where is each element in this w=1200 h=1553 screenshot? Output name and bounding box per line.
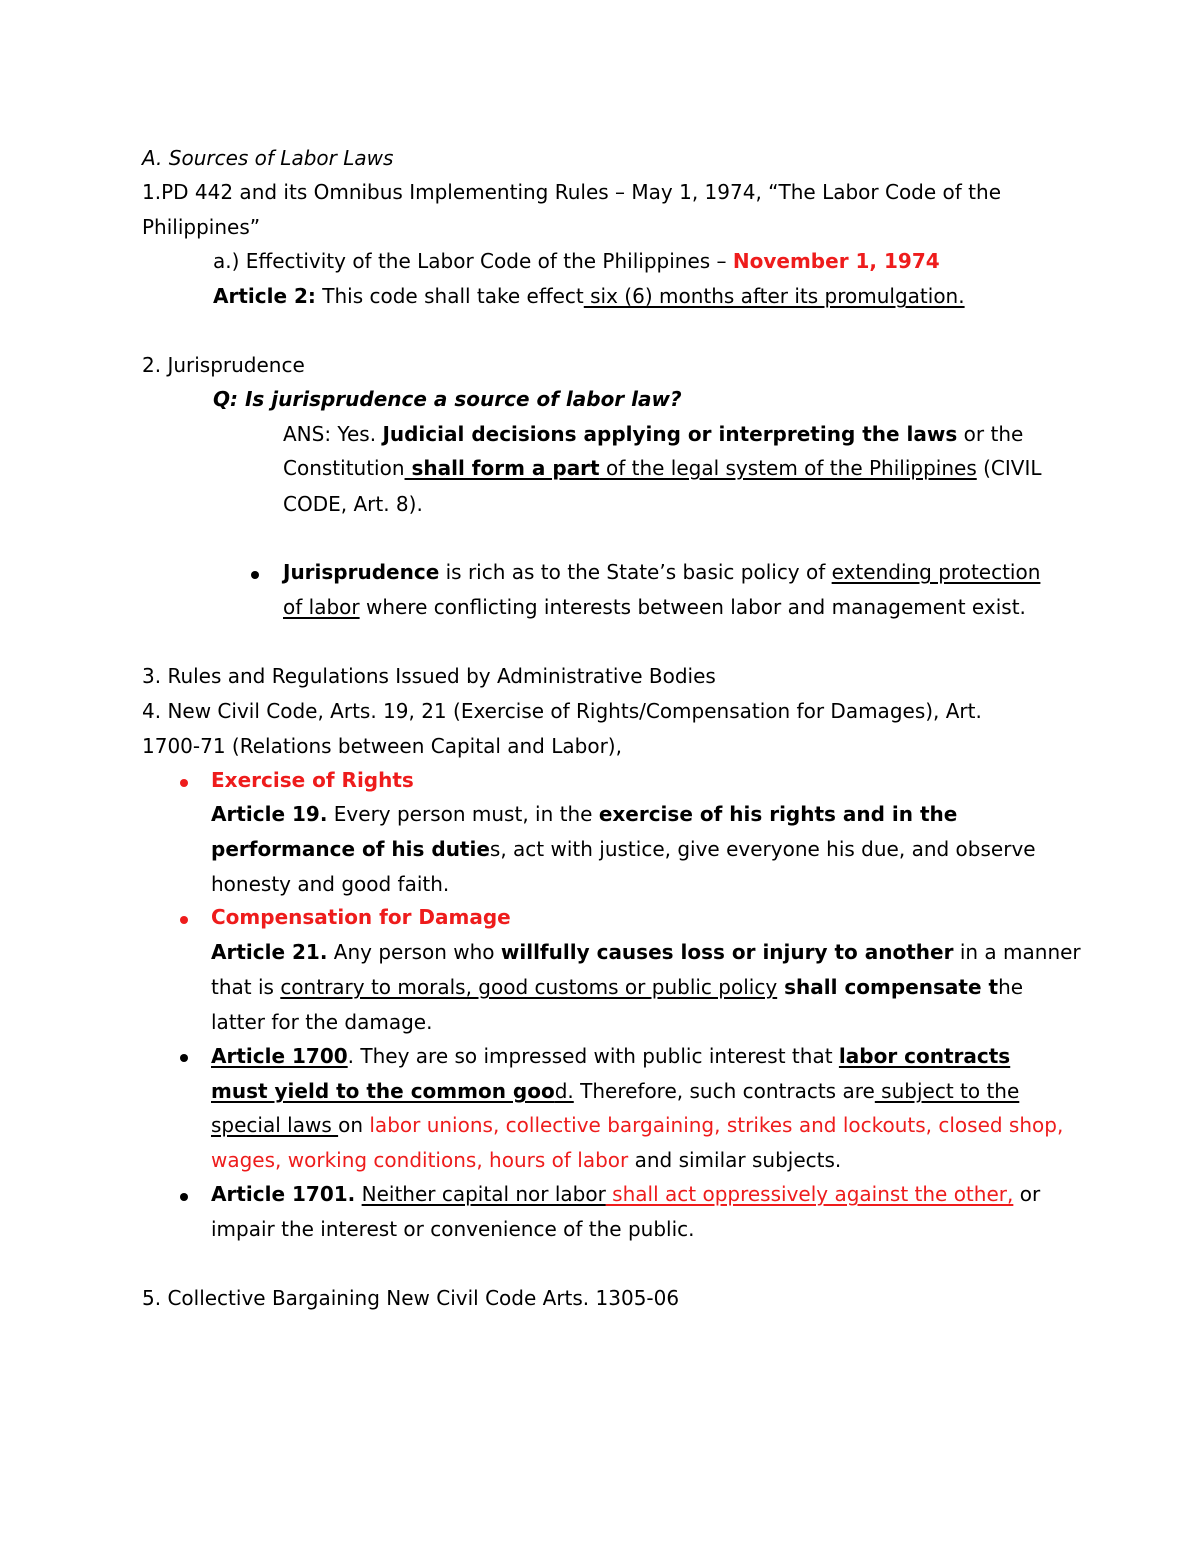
article-1700-text-2: Therefore, such contracts are (573, 1079, 875, 1103)
source-5-title: 5. Collective Bargaining New Civil Code Arts. 1305-06 (142, 1286, 680, 1310)
article-1700-line-4 (211, 1145, 841, 1175)
bullet-icon (180, 1054, 188, 1062)
article-2-line (213, 281, 965, 311)
article-21-text-2: in a manner (953, 940, 1081, 964)
article-1700-label: Article 1700 (211, 1044, 348, 1068)
effectivity-line (213, 246, 940, 276)
article-1700-text-3: on (338, 1113, 370, 1137)
article-2-text: This code shall take effect (315, 284, 584, 308)
article-1700-bold-1: labor contracts (838, 1044, 1011, 1068)
jurisprudence-question: Q: Is jurisprudence a source of labor law? (213, 387, 682, 411)
article-19-bold-2: performance of his dutie (211, 837, 490, 861)
compensation-for-damage-title: Compensation for Damage (211, 905, 511, 929)
article-21-line-3: latter for the damage. (211, 1010, 433, 1034)
jurisprudence-bold: Jurisprudence (283, 560, 440, 584)
exercise-of-rights-title: Exercise of Rights (211, 768, 414, 792)
bullet-icon (180, 916, 188, 924)
bullet-icon (180, 1193, 188, 1201)
article-1701-red-underline: shall act oppressively against the other, (605, 1182, 1014, 1206)
article-21-text-4: he (998, 975, 1024, 999)
answer-prefix: ANS: Yes. (283, 422, 383, 446)
answer-line-2 (283, 453, 1042, 483)
article-2-underline: six (6) months after its promulgation. (583, 284, 965, 308)
article-1701-line-2: impair the interest or convenience of the public. (211, 1217, 695, 1241)
article-1700-text-4: and similar subjects. (628, 1148, 842, 1172)
source-2-title: 2. Jurisprudence (142, 353, 305, 377)
section-heading: A. Sources of Labor Laws (142, 146, 394, 170)
answer-bold: Judicial decisions applying or interpreting the laws (382, 422, 958, 446)
article-21-line-1 (211, 937, 1081, 967)
article-21-text-3: that is (211, 975, 281, 999)
article-21-bold-1: willfully causes loss or injury to another (500, 940, 954, 964)
answer-line-3: CODE, Art. 8). (283, 492, 423, 516)
source-1-line-1: 1.PD 442 and its Omnibus Implementing Rules – May 1, 1974, “The Labor Code of the (142, 180, 1001, 204)
jurisprudence-rest: where conflicting interests between labor and management exist. (359, 595, 1026, 619)
jurisprudence-text: is rich as to the State’s basic policy of (439, 560, 832, 584)
article-1700-line-1 (211, 1041, 1010, 1071)
jurisprudence-bullet-line-2 (283, 592, 1026, 622)
article-19-line-1 (211, 799, 957, 829)
article-1700-bold-2: must yield to the common goo (211, 1079, 555, 1103)
source-3-title: 3. Rules and Regulations Issued by Administrative Bodies (142, 664, 716, 688)
answer-civil: (CIVIL (976, 456, 1042, 480)
answer-constitution: Constitution (283, 456, 405, 480)
article-1700-line-2 (211, 1076, 1019, 1106)
article-1700-underline-1: d. (554, 1079, 574, 1103)
answer-line-1 (283, 419, 1023, 449)
article-21-line-2 (211, 972, 1023, 1002)
answer-rest: or the (957, 422, 1024, 446)
article-19-line-2 (211, 834, 1036, 864)
source-4-line-1: 4. New Civil Code, Arts. 19, 21 (Exercise of Rights/Compensation for Damages), Art. (142, 699, 982, 723)
article-21-bold-2: shall compensate t (777, 975, 999, 999)
article-1700-red-1: labor unions, collective bargaining, strikes and lockouts, closed shop, (369, 1113, 1064, 1137)
answer-legal-system: of the legal system of the Philippines (599, 456, 977, 480)
effectivity-date: November 1, 1974 (732, 249, 940, 273)
article-1700-red-2: wages, working conditions, hours of labor (211, 1148, 629, 1172)
bullet-icon (180, 779, 188, 787)
article-1701-text-1: or (1013, 1182, 1041, 1206)
article-1701-line-1 (211, 1179, 1040, 1209)
jurisprudence-bullet-line-1 (283, 557, 1040, 587)
bullet-icon (251, 571, 259, 579)
answer-shall-form: shall form a part (404, 456, 600, 480)
article-19-label: Article 19. (211, 802, 328, 826)
source-4-line-2: 1700-71 (Relations between Capital and Labor), (142, 734, 622, 758)
article-19-bold-1: exercise of his rights and in the (598, 802, 958, 826)
article-1700-underline-3: special laws (211, 1113, 339, 1137)
source-1-line-2: Philippines” (142, 215, 261, 239)
article-21-label: Article 21. (211, 940, 328, 964)
article-1701-label: Article 1701. (211, 1182, 356, 1206)
article-19-text-1: Every person must, in the (327, 802, 599, 826)
article-1700-underline-2: subject to the (874, 1079, 1020, 1103)
article-19-line-3: honesty and good faith. (211, 872, 450, 896)
of-labor: of labor (283, 595, 360, 619)
article-2-label: Article 2: (213, 284, 316, 308)
article-21-underline: contrary to morals, good customs or public policy (280, 975, 778, 999)
effectivity-text: a.) Effectivity of the Labor Code of the Philippines – (213, 249, 733, 273)
extending-protection: extending protection (831, 560, 1041, 584)
article-21-text-1: Any person who (327, 940, 501, 964)
article-19-text-2: s, act with justice, give everyone his due, and observe (489, 837, 1036, 861)
article-1700-text-1: . They are so impressed with public interest that (347, 1044, 839, 1068)
article-1700-line-3 (211, 1110, 1063, 1140)
article-1701-underline-1: Neither capital nor labor (361, 1182, 606, 1206)
